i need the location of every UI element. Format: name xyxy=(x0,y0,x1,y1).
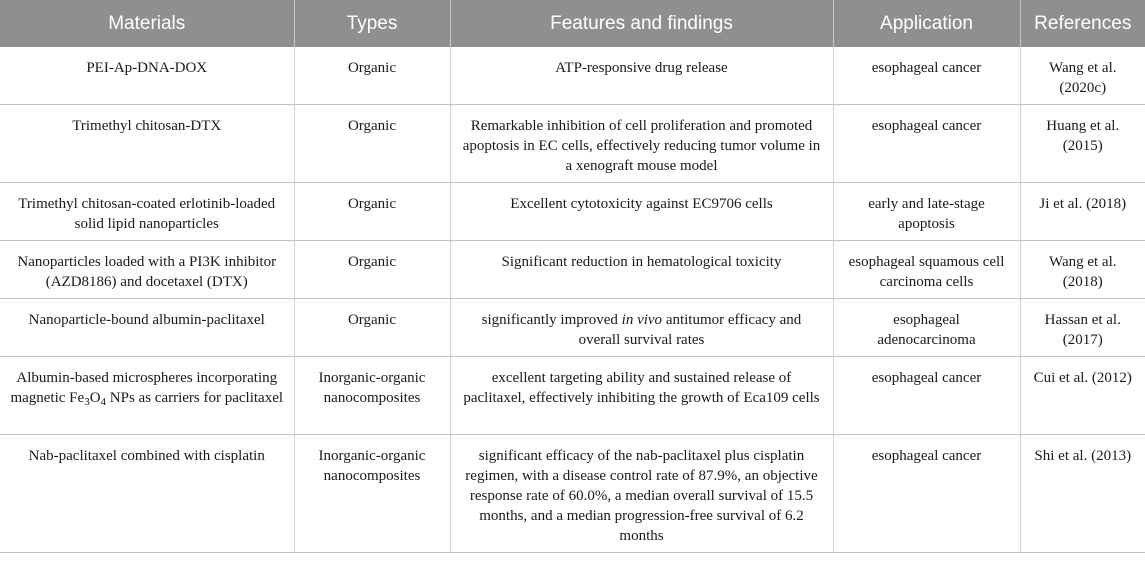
application-cell: esophageal adenocarcinoma xyxy=(833,299,1020,357)
reference-cell: Cui et al. (2012) xyxy=(1020,357,1145,435)
material-cell xyxy=(0,357,294,435)
type-cell: Organic xyxy=(294,299,450,357)
material-cell: PEI-Ap-DNA-DOX xyxy=(0,47,294,105)
application-cell: esophageal squamous cell carcinoma cells xyxy=(833,241,1020,299)
header-row xyxy=(0,0,1145,47)
material-text-post: NPs as carriers for paclitaxel xyxy=(106,390,284,406)
header-types: Types xyxy=(294,0,450,47)
header-references: References xyxy=(1020,0,1145,47)
application-cell: early and late-stage apoptosis xyxy=(833,183,1020,241)
features-cell: significant efficacy of the nab-paclitaxel plus cisplatin regimen, with a disease control rate of 87.9%, an objective response rate of 60.0%, a median overall survival of 15.5 months, and a median progression-free survival of 6.2 months xyxy=(450,435,833,553)
features-cell: Excellent cytotoxicity against EC9706 cells xyxy=(450,183,833,241)
material-cell: Trimethyl chitosan-coated erlotinib-loaded solid lipid nanoparticles xyxy=(0,183,294,241)
table-row xyxy=(0,241,1145,299)
features-text-pre: significantly improved xyxy=(481,312,622,328)
features-text-italic: in vivo xyxy=(621,312,663,328)
header-features: Features and findings xyxy=(450,0,833,47)
subscript-3: 3 xyxy=(84,396,90,408)
application-cell: esophageal cancer xyxy=(833,105,1020,183)
table-row xyxy=(0,435,1145,553)
type-cell: Organic xyxy=(294,183,450,241)
table-row xyxy=(0,299,1145,357)
features-cell: Remarkable inhibition of cell proliferation and promoted apoptosis in EC cells, effectively reducing tumor volume in a xenograft mouse model xyxy=(450,105,833,183)
features-cell xyxy=(450,299,833,357)
application-cell: esophageal cancer xyxy=(833,435,1020,553)
type-cell: Organic xyxy=(294,241,450,299)
application-cell: esophageal cancer xyxy=(833,357,1020,435)
material-text-mid: O xyxy=(89,390,101,406)
material-cell: Trimethyl chitosan-DTX xyxy=(0,105,294,183)
table-row xyxy=(0,47,1145,105)
table-header xyxy=(0,0,1145,47)
material-cell: Nab-paclitaxel combined with cisplatin xyxy=(0,435,294,553)
type-cell: Organic xyxy=(294,105,450,183)
features-cell: Significant reduction in hematological toxicity xyxy=(450,241,833,299)
reference-cell: Huang et al. (2015) xyxy=(1020,105,1145,183)
table-row xyxy=(0,183,1145,241)
subscript-4: 4 xyxy=(100,396,107,408)
header-application: Application xyxy=(833,0,1020,47)
features-text-post: antitumor efficacy and overall survival rates xyxy=(578,312,802,348)
type-cell: Inorganic-organic nanocomposites xyxy=(294,435,450,553)
reference-cell: Hassan et al. (2017) xyxy=(1020,299,1145,357)
reference-cell: Shi et al. (2013) xyxy=(1020,435,1145,553)
material-cell: Nanoparticles loaded with a PI3K inhibitor (AZD8186) and docetaxel (DTX) xyxy=(0,241,294,299)
header-materials: Materials xyxy=(0,0,294,47)
type-cell: Organic xyxy=(294,47,450,105)
material-text-pre: Albumin-based microspheres incorporating magnetic Fe xyxy=(10,370,278,406)
table-row xyxy=(0,105,1145,183)
reference-cell: Wang et al. (2020c) xyxy=(1020,47,1145,105)
reference-cell: Wang et al. (2018) xyxy=(1020,241,1145,299)
features-cell: excellent targeting ability and sustained release of paclitaxel, effectively inhibiting the growth of Eca109 cells xyxy=(450,357,833,435)
type-cell: Inorganic-organic nanocomposites xyxy=(294,357,450,435)
table-row xyxy=(0,357,1145,435)
material-cell: Nanoparticle-bound albumin-paclitaxel xyxy=(0,299,294,357)
reference-cell: Ji et al. (2018) xyxy=(1020,183,1145,241)
application-cell: esophageal cancer xyxy=(833,47,1020,105)
table-body xyxy=(0,47,1145,553)
features-cell: ATP-responsive drug release xyxy=(450,47,833,105)
